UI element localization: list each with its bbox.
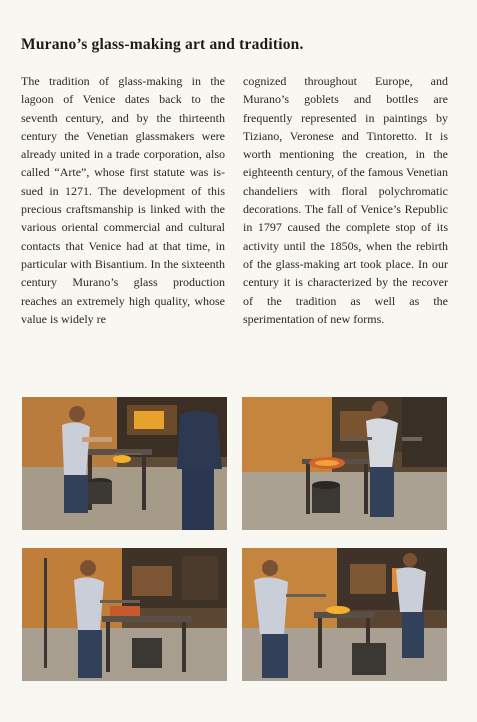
glassmaker-shaping-photo — [242, 397, 447, 530]
glassmaker-pulling-glass-photo — [22, 548, 227, 681]
two-glassmakers-photo — [242, 548, 447, 681]
page-title: Murano’s glass-making art and tradition. — [21, 36, 304, 53]
glassmakers-furnace-photo — [22, 397, 227, 530]
text-column-left: The tradition of glass-making in the lagoon of Venice dates back to the seventh century, and by the thirteenth century the Venetian glassmakers were already united in a trade corporation, also called “Arte”, whose first statute was issued in 1271. The development of this precious craftsmanship is linked with the various oriental commercial and cultural contacts that Venice had at that time, in particular with Bisantium. In the sixteenth century Murano’s glass production reaches an extremely high quality, whose value is widely re — [21, 74, 225, 326]
text-column-right: cognized throughout Europe, and Murano’s goblets and bottles are frequently represented in paintings by Tiziano, Veronese and Tintoretto. It is worth mentioning the creation, in the eighteenth century, of the famous Venetian chandeliers with floral polychromatic decorations. The fall of Venice’s Republic in 1797 caused the complete stop of its activity until the 1850s, when the rebirth of the glass-making art took place. In our century it is characterized by the recover of the tradition as well as the sperimentation of new forms. — [243, 74, 448, 326]
